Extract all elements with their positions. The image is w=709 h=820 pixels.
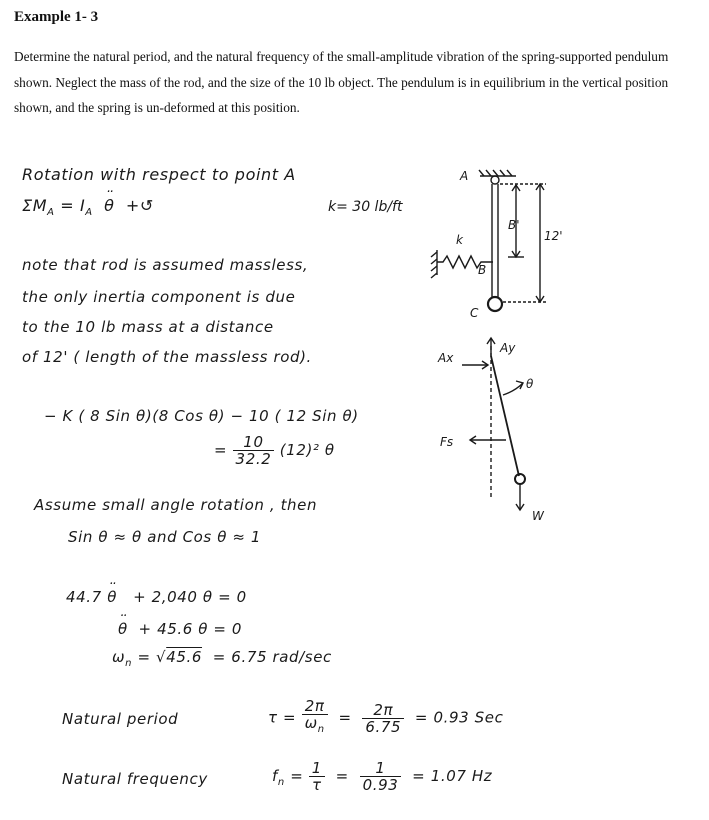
- note-line-1: note that rod is assumed massless,: [22, 256, 309, 274]
- period-num: 2π: [302, 698, 328, 715]
- note-line-2: the only inertia component is due: [22, 288, 296, 306]
- inertia-subscript: A: [85, 207, 93, 219]
- period-result: = 0.93 Sec: [414, 708, 504, 727]
- period-den2: 6.75: [365, 717, 402, 736]
- frequency-den: τ: [312, 776, 322, 794]
- label-length: 12': [544, 229, 563, 243]
- eq1-equals: =: [214, 441, 228, 459]
- frequency-symbol: f: [272, 767, 278, 785]
- label-ax: Ax: [438, 351, 454, 365]
- sum-moment: ΣM: [22, 196, 48, 215]
- eq2a-coef: 44.7: [66, 588, 102, 606]
- frequency-num2: 1: [360, 760, 402, 777]
- pivot-a: [491, 176, 499, 184]
- approx-line: Sin θ ≈ θ and Cos θ ≈ 1: [68, 528, 262, 546]
- eq1-tail: (12)² θ: [279, 441, 335, 459]
- frequency-eq2: =: [335, 767, 349, 785]
- eq2a-rest: + 2,040 θ = 0: [133, 588, 247, 606]
- spring-constant: k= 30 lb/ft: [328, 199, 403, 215]
- label-ay: Ay: [500, 341, 516, 355]
- problem-statement: Determine the natural period, and the natural frequency of the small-amplitude vibration of the spring-supported pendulum shown. Neglect the mass of the rod, and the size of the 10 lb object. The pendulum is in equilibrium in the vertical position shown, and the spring is un-deformed at this position.: [14, 49, 669, 115]
- mass-c: [488, 297, 502, 311]
- eq2a-theta: ·· θ: [107, 588, 117, 606]
- equals-sign: =: [60, 196, 75, 215]
- assume-line: Assume small angle rotation , then: [34, 496, 318, 514]
- fbd-rod: [491, 356, 519, 476]
- eq2c-result: = 6.75 rad/sec: [212, 648, 332, 666]
- frequency-num: 1: [309, 760, 325, 777]
- example-title: Example 1- 3: [14, 9, 99, 25]
- pendulum-figure: [431, 170, 546, 311]
- period-symbol: τ: [268, 708, 278, 727]
- eq1-den: 32.2: [235, 450, 272, 468]
- frequency-eq: =: [290, 767, 304, 785]
- period-label: Natural period: [62, 710, 179, 728]
- theta-ddot: ·· θ: [104, 196, 114, 215]
- equation-1: − K ( 8 Sin θ)(8 Cos θ) − 10 ( 12 Sin θ): [44, 407, 359, 425]
- fbd-mass: [515, 474, 525, 484]
- label-c: C: [470, 306, 479, 320]
- eq2c-equals-root: = √: [137, 648, 167, 666]
- period-den: $\omega_n$: [304, 714, 325, 735]
- frequency-label: Natural frequency: [62, 770, 208, 788]
- label-theta: θ: [526, 377, 534, 391]
- omega-n: ω: [112, 648, 126, 666]
- note-line-3: to the 10 lb mass at a distance: [22, 318, 274, 336]
- label-b-dim: B': [508, 218, 520, 232]
- ceiling-hatch: [479, 170, 512, 176]
- inertia-symbol: I: [79, 196, 86, 215]
- label-fs: Fs: [440, 435, 454, 449]
- omega-sub: n: [125, 658, 133, 669]
- wall-hatch: [431, 252, 437, 278]
- label-k: k: [456, 233, 463, 247]
- sum-subscript: A: [47, 207, 55, 219]
- frequency-den2: 0.93: [362, 776, 399, 794]
- frequency-result: = 1.07 Hz: [412, 767, 493, 785]
- eq1-num: 10: [233, 434, 275, 451]
- period-eq2: =: [338, 708, 352, 727]
- ccw-sign: +↺: [125, 196, 154, 215]
- radicand: 45.6: [166, 648, 203, 666]
- label-b: B: [478, 263, 487, 277]
- rotation-heading: Rotation with respect to point A: [22, 165, 296, 184]
- label-a: A: [460, 169, 469, 183]
- period-eq: =: [283, 708, 297, 727]
- period-num2: 2π: [362, 702, 404, 719]
- label-w: W: [532, 509, 544, 523]
- note-line-4: of 12' ( length of the massless rod).: [22, 348, 312, 366]
- eq2b-rest: + 45.6 θ = 0: [138, 620, 243, 638]
- frequency-sub: n: [277, 777, 285, 788]
- free-body-diagram: [462, 338, 525, 510]
- eq2b-theta: ·· θ: [118, 620, 128, 638]
